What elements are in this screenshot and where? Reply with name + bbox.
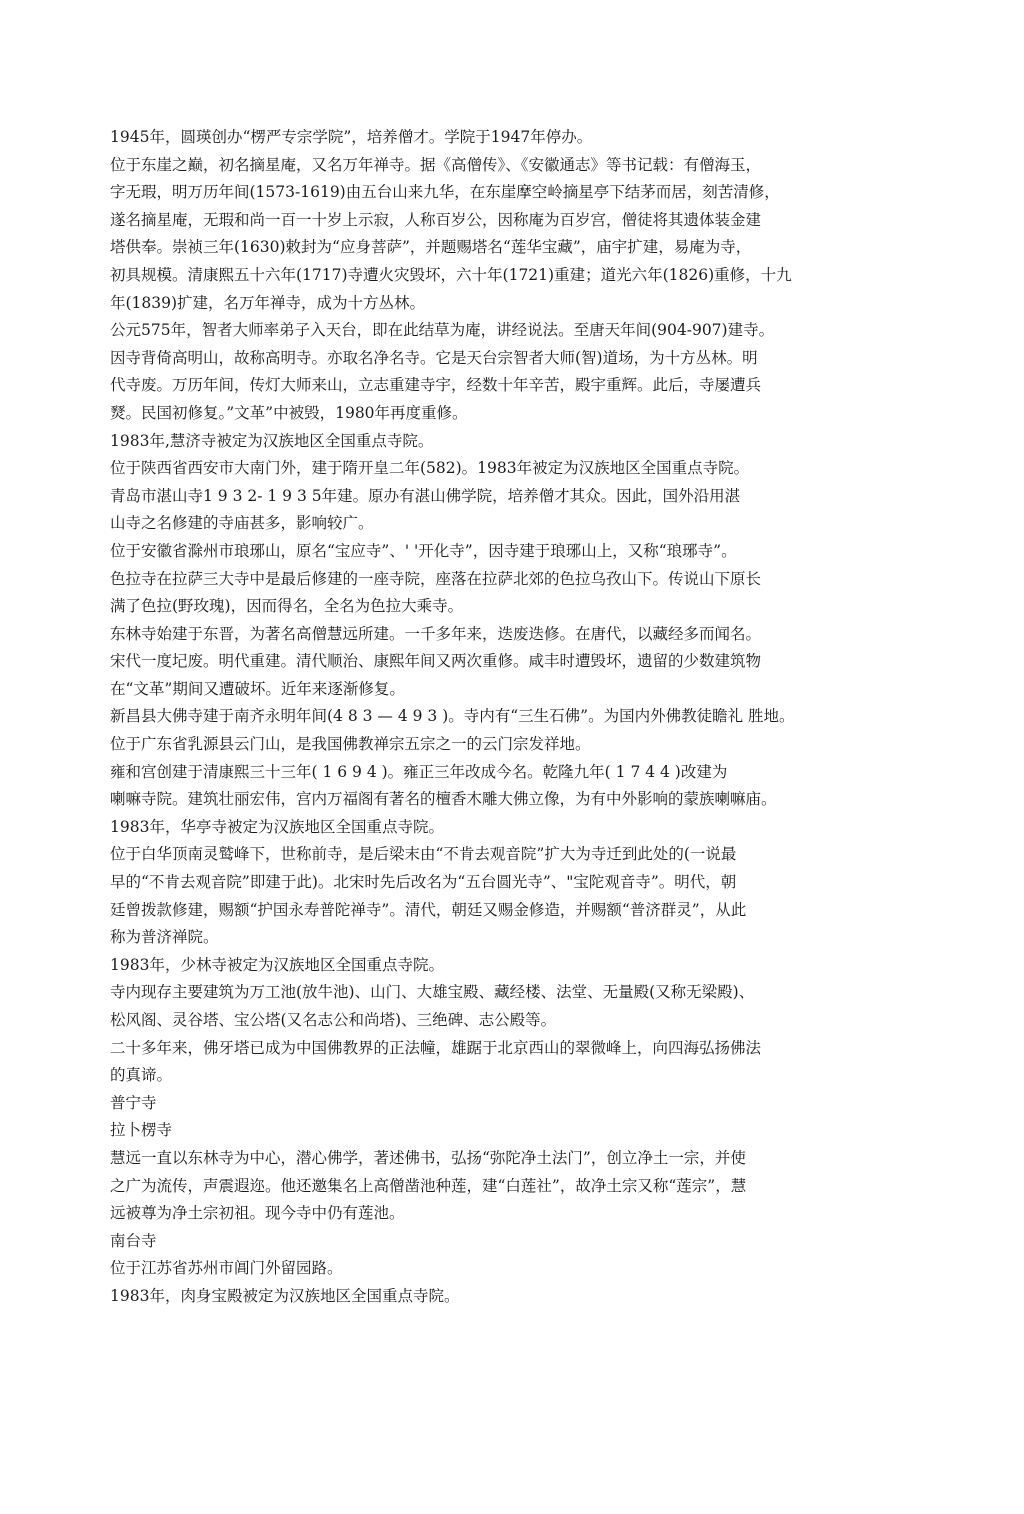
text-line: 在“文革”期间又遭破坏。近年来逐渐修复。 bbox=[110, 679, 405, 698]
text-line: 遂名摘星庵，无瑕和尚一百一十岁上示寂，人称百岁公，因称庵为百岁宫，僧徒将其遗体装金建 bbox=[110, 210, 762, 229]
text-line: 位于白华顶南灵鹫峰下，世称前寺，是后梁末由“不肯去观音院”扩大为寺迁到此处的(一说最 bbox=[110, 845, 737, 864]
text-line: 新昌县大佛寺建于南齐永明年间(4 8 3 — 4 9 3 )。寺内有“三生石佛”。为国内外佛教徒瞻礼 胜地。 bbox=[110, 707, 795, 726]
text-line: 1983年，肉身宝殿被定为汉族地区全国重点寺院。 bbox=[110, 1286, 460, 1305]
text-line: 1945年，圆瑛创办“楞严专宗学院”，培养僧才。学院于1947年停办。 bbox=[110, 128, 593, 146]
text-line: 雍和宫创建于清康熙三十三年( 1 6 9 4 )。雍正三年改成今名。乾隆九年( 1 7 4 4 )改建为 bbox=[110, 762, 728, 781]
text-line: 色拉寺在拉萨三大寺中是最后修建的一座寺院，座落在拉萨北郊的色拉乌孜山下。传说山下原长 bbox=[110, 569, 762, 588]
text-line: 因寺背倚高明山，故称高明寺。亦取名净名寺。它是天台宗智者大师(智)道场，为十方丛林。明 bbox=[110, 348, 758, 367]
text-line: 代寺废。万历年间，传灯大师来山，立志重建寺宇，经数十年辛苦，殿宇重辉。此后，寺屡遭兵 bbox=[110, 376, 762, 395]
text-line: 早的“不肯去观音院”即建于此)。北宋时先后改名为“五台圆光寺”、"宝陀观音寺”。明代，朝 bbox=[110, 873, 737, 892]
document-body bbox=[110, 124, 920, 1311]
text-line: 燹。民国初修复。”文革”中被毁，1980年再度重修。 bbox=[110, 403, 468, 422]
text-line: 喇嘛寺院。建筑壮丽宏伟，宫内万福阁有著名的檀香木雕大佛立像，为有中外影响的蒙族喇嘛庙。 bbox=[110, 790, 777, 809]
text-line: 南台寺 bbox=[110, 1231, 157, 1250]
text-line: 满了色拉(野玫瑰)，因而得名，全名为色拉大乘寺。 bbox=[110, 597, 464, 616]
text-line: 位于安徽省滁州市琅琊山，原名“宝应寺”、' '开化寺”，因寺建于琅琊山上，又称“琅琊寺”。 bbox=[110, 541, 737, 560]
text-line: 位于广东省乳源县云门山，是我国佛教禅宗五宗之一的云门宗发祥地。 bbox=[110, 735, 591, 754]
text-line: 1983年，华亭寺被定为汉族地区全国重点寺院。 bbox=[110, 817, 444, 836]
text-line: 年(1839)扩建，名万年禅寺，成为十方丛林。 bbox=[110, 293, 426, 312]
text-line: 1983年,慧济寺被定为汉族地区全国重点寺院。 bbox=[110, 431, 434, 450]
text-line: 远被尊为净土宗初祖。现今寺中仍有莲池。 bbox=[110, 1204, 405, 1223]
text-line: 山寺之名修建的寺庙甚多，影响较广。 bbox=[110, 514, 374, 533]
text-line: 青岛市湛山寺1 9 3 2- 1 9 3 5年建。原办有湛山佛学院，培养僧才其众。因此，国外沿用湛 bbox=[110, 486, 741, 505]
text-line: 位于东崖之巅，初名摘星庵，又名万年禅寺。据《高僧传》、《安徽通志》等书记载：有僧海玉， bbox=[110, 155, 762, 174]
text-line: 公元575年，智者大师率弟子入天台，即在此结草为庵，讲经说法。至唐天年间(904-907)建寺。 bbox=[110, 321, 775, 340]
text-line: 宋代一度圮废。明代重建。清代顺治、康熙年间又两次重修。咸丰时遭毁坏，遗留的少数建筑物 bbox=[110, 652, 762, 671]
text-line: 称为普济禅院。 bbox=[110, 928, 219, 947]
text-line: 塔供奉。崇祯三年(1630)敕封为“应身菩萨”，并题赐塔名“莲华宝藏”，庙宇扩建，易庵为寺， bbox=[110, 238, 752, 257]
text-line: 位于陕西省西安市大南门外，建于隋开皇二年(582)。1983年被定为汉族地区全国重点寺院。 bbox=[110, 459, 750, 478]
text-line: 廷曾拨款修建，赐额“护国永寿普陀禅寺”。清代，朝廷又赐金修造，并赐额“普济群灵”，从此 bbox=[110, 900, 747, 919]
text-line: 东林寺始建于东晋，为著名高僧慧远所建。一千多年来，迭废迭修。在唐代，以藏经多而闻名。 bbox=[110, 624, 762, 643]
text-line: 松风阁、灵谷塔、宝公塔(又名志公和尚塔)、三绝碑、志公殿等。 bbox=[110, 1011, 557, 1029]
text-line: 普宁寺 bbox=[110, 1093, 157, 1112]
text-line: 1983年，少林寺被定为汉族地区全国重点寺院。 bbox=[110, 955, 444, 974]
text-line: 之广为流传，声震遐迩。他还邀集名上高僧凿池种莲，建“白莲社”，故净土宗又称“莲宗”，慧 bbox=[110, 1176, 747, 1195]
text-line: 二十多年来，佛牙塔已成为中国佛教界的正法幢，雄踞于北京西山的翠微峰上，向四海弘扬佛法 bbox=[110, 1038, 762, 1057]
text-line: 字无瑕，明万历年间(1573-1619)由五台山来九华，在东崖摩空岭摘星亭下结茅而居，刻苦清修， bbox=[110, 183, 780, 202]
text-line: 拉卜楞寺 bbox=[110, 1121, 173, 1140]
text-line: 寺内现存主要建筑为万工池(放牛池)、山门、大雄宝殿、藏经楼、法堂、无量殿(又称无梁殿)、 bbox=[110, 983, 755, 1002]
text-line: 的真谛。 bbox=[110, 1066, 173, 1085]
text-line: 慧远一直以东林寺为中心，潜心佛学，著述佛书，弘扬“弥陀净土法门”，创立净土一宗，并使 bbox=[110, 1148, 746, 1167]
text-line: 初具规模。清康熙五十六年(1717)寺遭火灾毁坏，六十年(1721)重建；道光六年(1826)重修，十九 bbox=[110, 265, 792, 284]
text-line: 位于江苏省苏州市阊门外留园路。 bbox=[110, 1259, 343, 1278]
